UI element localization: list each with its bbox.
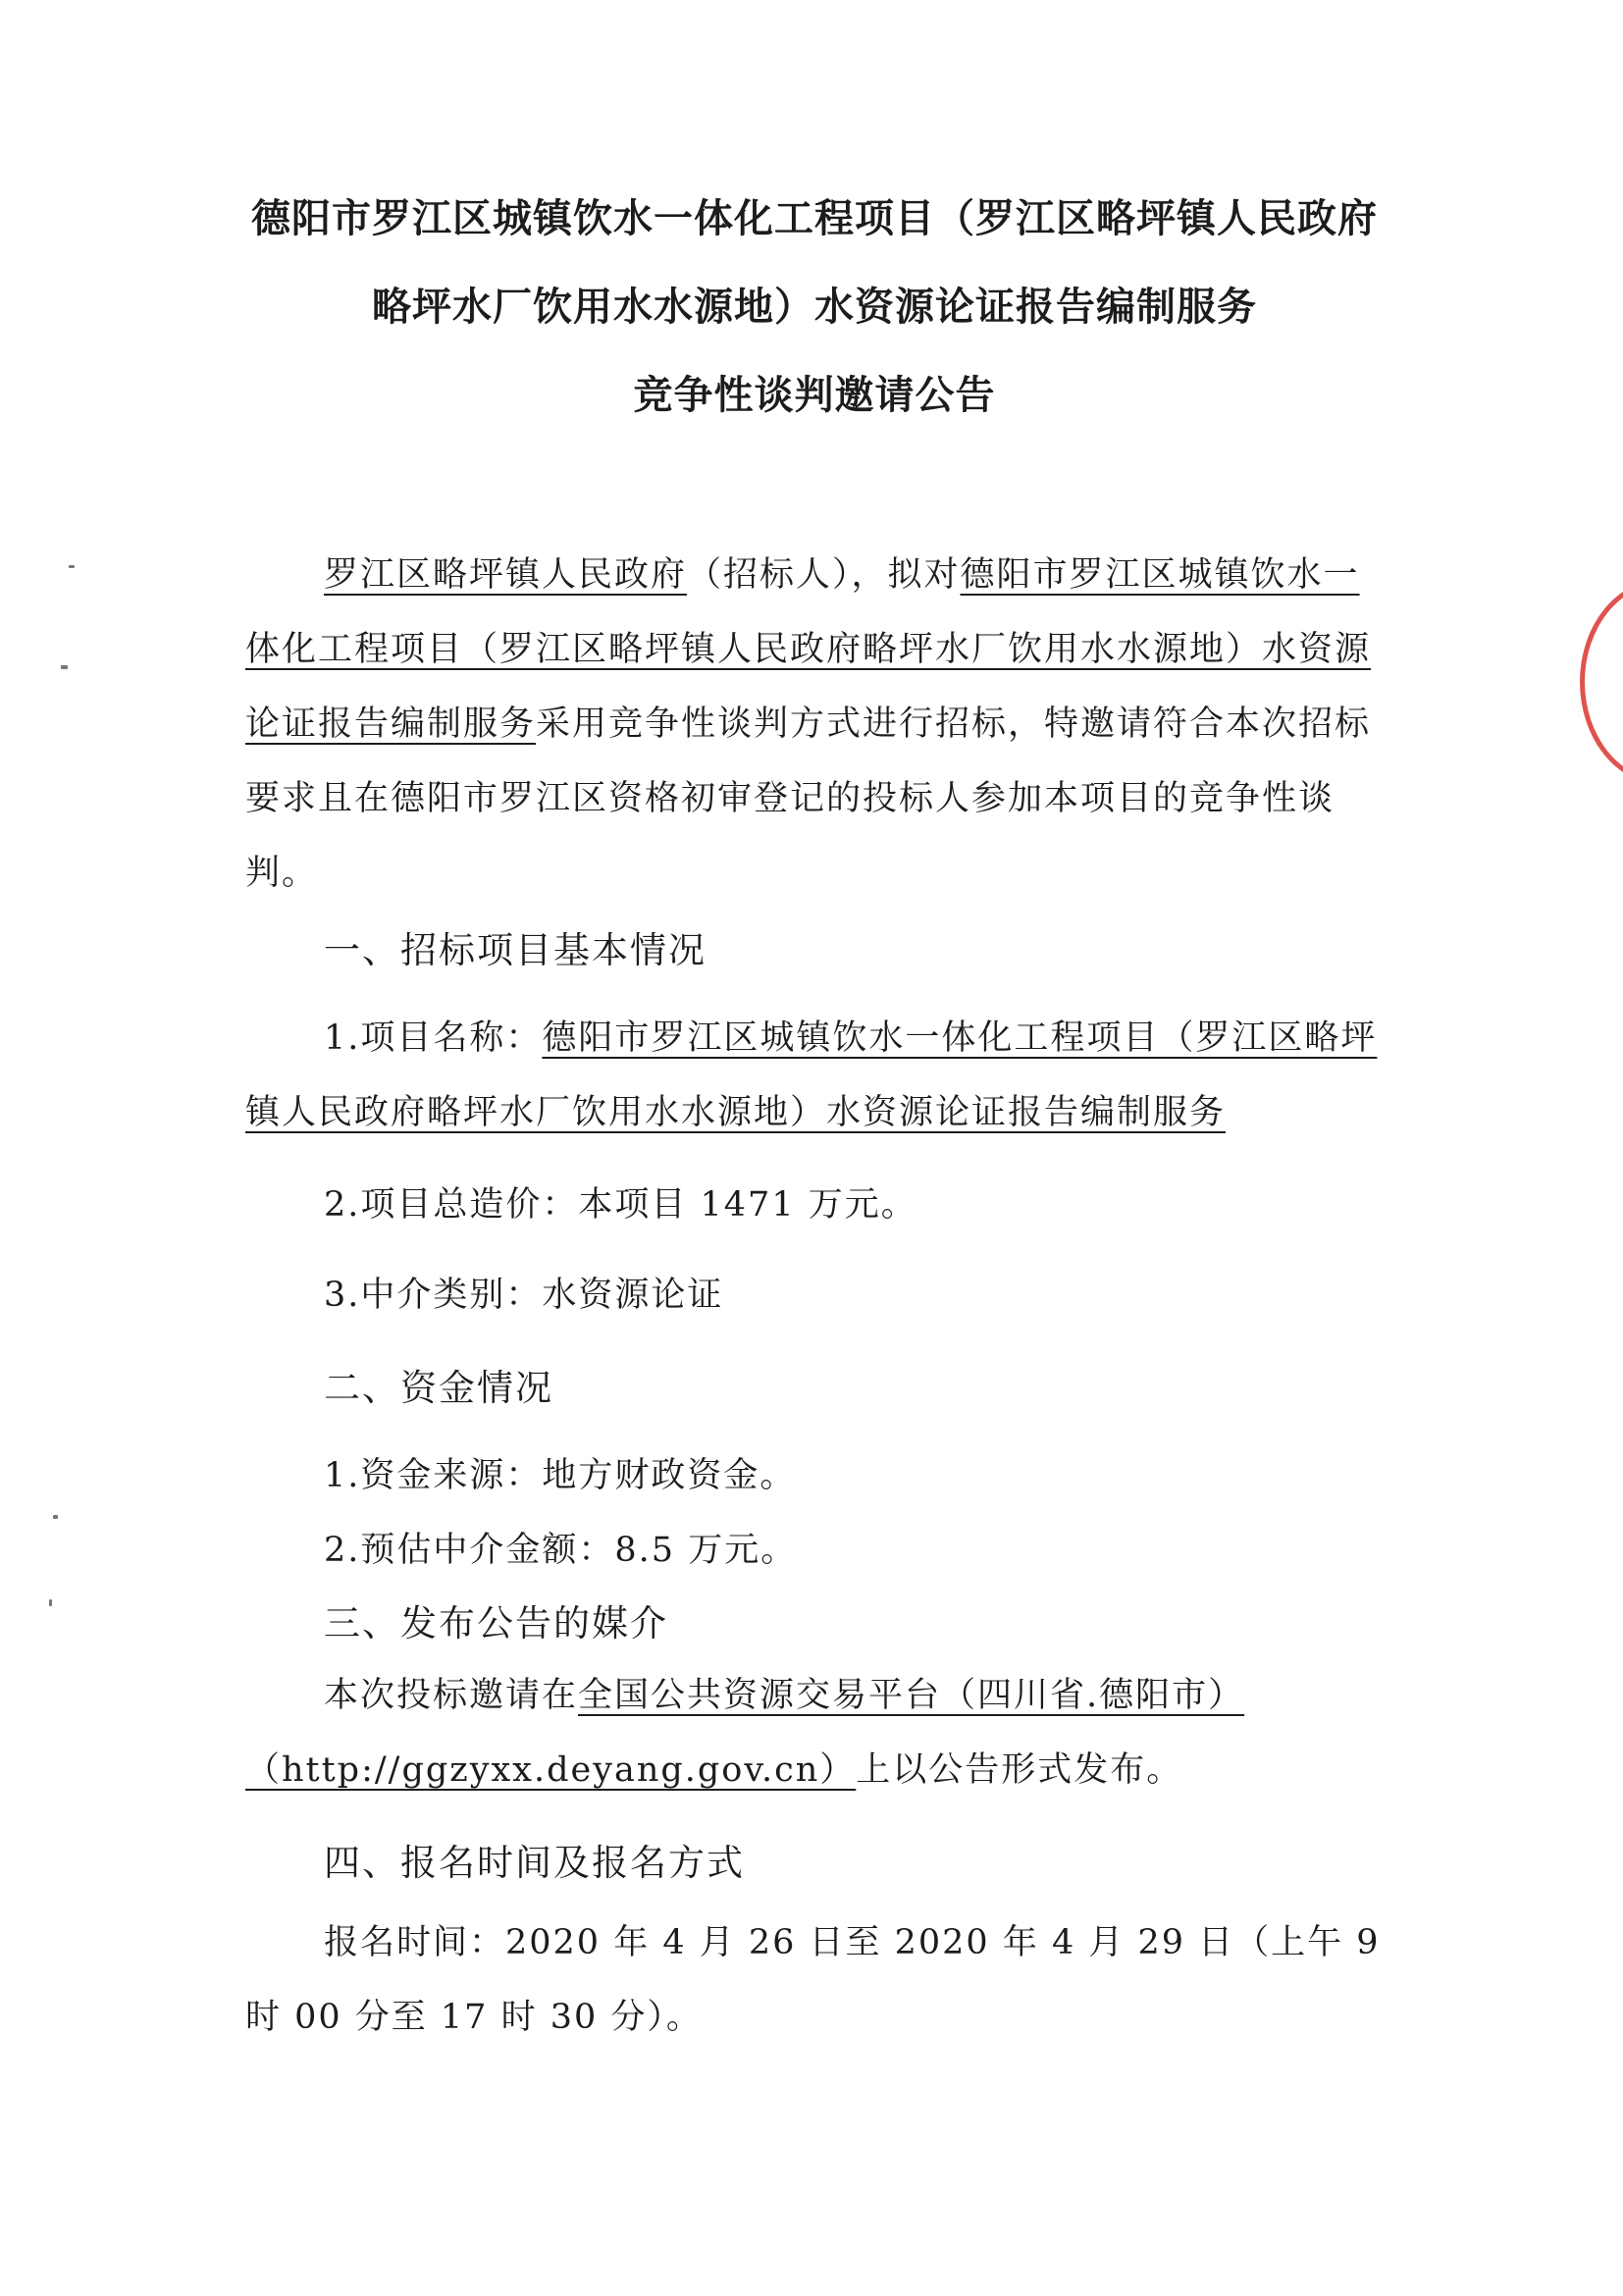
intro-paragraph — [245, 538, 1384, 911]
scan-speck — [69, 565, 75, 568]
media-text-1: 本次投标邀请在 — [324, 1676, 579, 1715]
project-name-label: 1.项目名称： — [324, 1018, 543, 1058]
registration-time: 报名时间：2020 年 4 月 26 日至 2020 年 4 月 29 日（上午 9 时 00 分至 17 时 30 分）。 — [245, 1923, 1381, 2037]
title-line-2: 略坪水厂饮用水水源地）水资源论证报告编制服务 — [372, 285, 1257, 330]
project-name-value: 德阳市罗江区城镇饮水一体化工程项目（罗江区略坪镇人民政府略坪水厂饮用水水源地）水资源论证报告编制服务 — [245, 1018, 1378, 1132]
fund-source-label: 1.资金来源： — [324, 1456, 543, 1495]
tenderer-name: 罗江区略坪镇人民政府 — [324, 555, 688, 595]
agency-type-item: 3.中介类别：水资源论证 — [324, 1276, 724, 1315]
estimated-fee-value: 8.5 万元。 — [614, 1531, 798, 1570]
project-name-inline: 德阳市罗江区城镇饮水一体化工程项目（罗江区略坪镇人民政府略坪水厂饮用水水源地）水资源论证报告编制服务 — [245, 555, 1372, 744]
estimated-fee-item — [324, 1523, 797, 1572]
registration-time-paragraph — [245, 1905, 1384, 2055]
red-seal-stamp — [1580, 579, 1623, 785]
scan-speck — [53, 1515, 58, 1519]
section-2-heading: 二、资金情况 — [324, 1367, 553, 1409]
title-line-3: 竞争性谈判邀请公告 — [633, 373, 996, 418]
document-title — [236, 175, 1393, 440]
fund-source-item — [324, 1448, 796, 1497]
section-4-heading: 四、报名时间及报名方式 — [324, 1842, 745, 1884]
scan-speck — [49, 1599, 52, 1606]
section-1-heading: 一、招标项目基本情况 — [324, 929, 707, 971]
tenderer-role: （招标人），拟对 — [687, 555, 961, 595]
media-text-2: 上以公告形式发布。 — [856, 1750, 1183, 1790]
project-cost-item: 2.项目总造价：本项目 1471 万元。 — [324, 1185, 917, 1225]
platform-url: （http://ggzyxx.deyang.gov.cn） — [245, 1750, 857, 1790]
media-paragraph — [245, 1658, 1384, 1807]
section-3-heading: 三、发布公告的媒介 — [324, 1602, 668, 1644]
intro-rest: 采用竞争性谈判方式进行招标，特邀请符合本次招标要求且在德阳市罗江区资格初审登记的投标人参加本项目的竞争性谈判。 — [245, 704, 1372, 893]
fund-source-value: 地方财政资金。 — [542, 1456, 797, 1495]
title-line-1: 德阳市罗江区城镇饮水一体化工程项目（罗江区略坪镇人民政府 — [251, 196, 1378, 241]
project-name-item — [245, 1001, 1384, 1150]
platform-name: 全国公共资源交易平台（四川省.德阳市） — [578, 1676, 1245, 1715]
scan-speck — [61, 665, 68, 669]
estimated-fee-label: 2.预估中介金额： — [324, 1531, 615, 1570]
